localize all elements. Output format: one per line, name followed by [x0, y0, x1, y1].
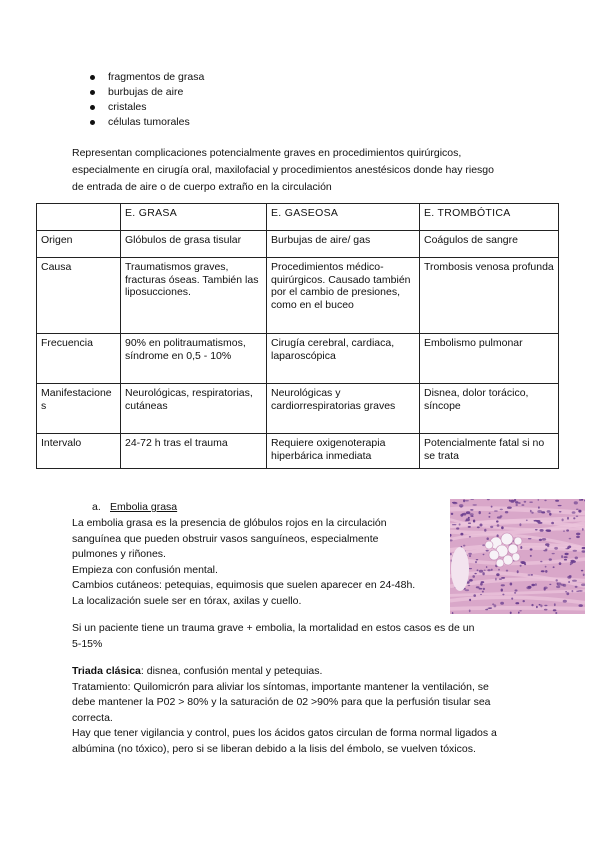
- embolia-paragraph: [72, 516, 442, 609]
- table-cell: 24-72 h tras el trauma: [121, 434, 267, 469]
- para-line: Cambios cutáneos: petequias, equimosis que suelen aparecer en 24-48h.: [72, 579, 416, 591]
- row-label: Intervalo: [37, 434, 121, 469]
- table-cell: Cirugía cerebral, cardiaca, laparoscópica: [267, 334, 420, 384]
- header-gaseosa: E. GASEOSA: [267, 204, 420, 231]
- row-label: Causa: [37, 258, 121, 334]
- table-cell: 90% en politraumatismos, síndrome en 0,5 - 10%: [121, 334, 267, 384]
- section-heading: [92, 501, 177, 513]
- bullet-icon: [90, 90, 95, 95]
- triada-text: : disnea, confusión mental y petequias.: [140, 665, 323, 677]
- intro-line: de entrada de aire o de cuerpo extraño en la circulación: [72, 181, 332, 193]
- table-header-row: [37, 204, 559, 231]
- para-line: Si un paciente tiene un trauma grave + embolia, la mortalidad en estos casos es de un: [72, 622, 475, 634]
- bullet-item: [90, 85, 204, 100]
- para-line: La embolia grasa es la presencia de glóbulos rojos en la circulación: [72, 517, 387, 529]
- bullet-icon: [90, 120, 95, 125]
- triada-line: [72, 664, 497, 680]
- table-row: [37, 384, 559, 434]
- bullet-icon: [90, 105, 95, 110]
- table-cell: Burbujas de aire/ gas: [267, 231, 420, 258]
- table-row: [37, 334, 559, 384]
- bullet-text: cristales: [108, 101, 147, 113]
- table-cell: Glóbulos de grasa tisular: [121, 231, 267, 258]
- table-cell: Procedimientos médico-quirúrgicos. Causado también por el cambio de presiones, como en el buceo: [267, 258, 420, 334]
- bullet-item: [90, 70, 204, 85]
- header-empty: [37, 204, 121, 231]
- bullet-list: [90, 70, 204, 130]
- para-line: 5-15%: [72, 637, 103, 650]
- table-row: [37, 231, 559, 258]
- table-cell: Requiere oxigenoterapia hiperbárica inmediata: [267, 434, 420, 469]
- row-label: Manifestaciones: [37, 384, 121, 434]
- mortality-paragraph: [72, 621, 474, 652]
- table-cell: Traumatismos graves, fracturas óseas. También las liposucciones.: [121, 258, 267, 334]
- histology-micrograph: [450, 499, 585, 614]
- bullet-item: [90, 115, 204, 130]
- section-title: Embolia grasa: [110, 501, 178, 513]
- embolism-table: [36, 203, 559, 469]
- para-line: debe mantener la P02 > 80% y la saturación de 02 >90% para que la perfusión tisular sea: [72, 696, 491, 708]
- row-label: Origen: [37, 231, 121, 258]
- table-cell: Embolismo pulmonar: [420, 334, 559, 384]
- bullet-text: burbujas de aire: [108, 86, 184, 98]
- bullet-text: células tumorales: [108, 116, 190, 128]
- header-trombotica: E. TROMBÓTICA: [420, 204, 559, 231]
- para-line: pulmones y riñones.: [72, 548, 166, 560]
- para-line: correcta.: [72, 711, 113, 724]
- para-line: Hay que tener vigilancia y control, pues los ácidos gatos circulan de forma normal ligados a: [72, 727, 497, 739]
- para-line: albúmina (no tóxico), pero si se liberan debido a la lisis del émbolo, se vuelven tóxicos.: [72, 742, 476, 755]
- bullet-text: fragmentos de grasa: [108, 71, 205, 83]
- bullet-item: [90, 100, 204, 115]
- intro-line: especialmente en cirugía oral, maxilofacial y procedimientos anestésicos donde hay riesgo: [72, 164, 494, 176]
- histology-image: [450, 499, 585, 614]
- para-line: Empieza con confusión mental.: [72, 563, 218, 576]
- table-cell: Coágulos de sangre: [420, 231, 559, 258]
- table-cell: Trombosis venosa profunda: [420, 258, 559, 334]
- section-number: a.: [92, 501, 101, 513]
- bullet-icon: [90, 75, 95, 80]
- table-cell: Neurológicas y cardiorrespiratorias graves: [267, 384, 420, 434]
- table-row: [37, 258, 559, 334]
- treatment-paragraph: [72, 664, 497, 757]
- intro-line: Representan complicaciones potencialmente graves en procedimientos quirúrgicos,: [72, 147, 462, 159]
- para-line: La localización suele ser en tórax, axilas y cuello.: [72, 594, 302, 607]
- table-cell: Neurológicas, respiratorias, cutáneas: [121, 384, 267, 434]
- header-grasa: E. GRASA: [121, 204, 267, 231]
- table-row: [37, 434, 559, 469]
- row-label: Frecuencia: [37, 334, 121, 384]
- para-line: Tratamiento: Quilomicrón para aliviar los síntomas, importante mantener la ventilación, se: [72, 680, 489, 693]
- table-cell: Disnea, dolor torácico, síncope: [420, 384, 559, 434]
- para-line: sanguínea que pueden obstruir vasos sanguíneos, especialmente: [72, 532, 379, 545]
- triada-label: Triada clásica: [72, 665, 141, 677]
- table-cell: Potencialmente fatal si no se trata: [420, 434, 559, 469]
- intro-paragraph: [72, 145, 542, 196]
